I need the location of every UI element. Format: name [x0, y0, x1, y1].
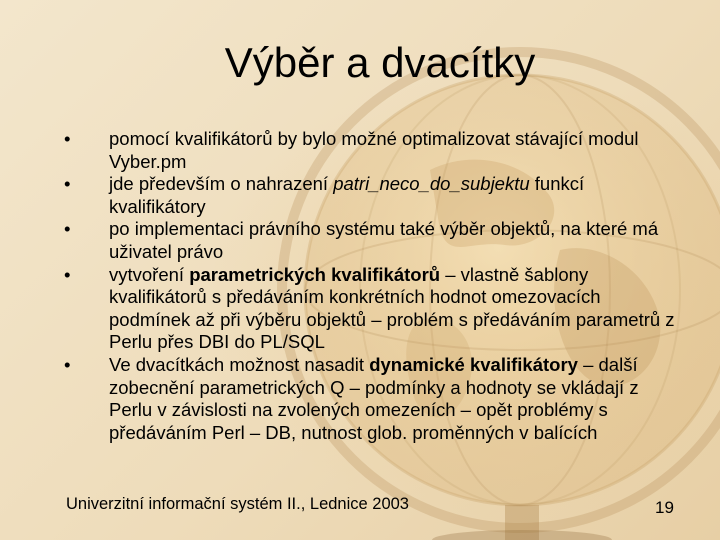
bullet-icon: •	[64, 353, 71, 375]
text-run: – další zobecnění parametrických Q – podmínky a hodnoty se vkládají z Perlu v závislosti na zvolených omezeních – opět problémy s předáváním Perl – DB, nutnost glob. proměnných v balících	[109, 353, 639, 443]
bullet-text: po implementaci právního systému také výběr objektů, na které má uživatel právo	[109, 218, 659, 262]
text-run: Ve dvacítkách možnost nasadit	[109, 353, 370, 375]
bullet-item	[64, 173, 684, 218]
bullet-icon: •	[64, 218, 71, 240]
text-run: jde především o nahrazení	[109, 173, 334, 195]
bullet-text	[109, 173, 584, 217]
bold-text-run: dynamické kvalifikátory	[369, 353, 578, 375]
footer-text: Univerzitní informační systém II., Lednice 2003	[66, 495, 409, 513]
bullet-text	[109, 264, 675, 353]
bullet-icon: •	[64, 263, 71, 285]
bullet-list	[64, 128, 684, 444]
text-run: funkcí kvalifikátory	[109, 173, 585, 217]
text-run: vytvoření	[109, 263, 190, 285]
bullet-icon: •	[64, 128, 71, 149]
bullet-item	[64, 128, 684, 173]
slide-title: Výběr a dvacítky	[224, 39, 536, 86]
page-number: 19	[655, 498, 674, 517]
bullet-item	[64, 264, 684, 354]
bullet-item	[64, 354, 684, 444]
italic-text-run: patri_neco_do_subjektu	[333, 173, 530, 195]
bullet-text: pomocí kvalifikátorů by bylo možné optimalizovat stávající modul Vyber.pm	[109, 128, 639, 172]
bullet-item	[64, 218, 684, 263]
bullet-icon: •	[64, 173, 71, 195]
bullet-text	[109, 354, 639, 443]
text-run: – vlastně šablony kvalifikátorů s předáváním konkrétních hodnot omezovacích podmínek až při výběru objektů – problém s předáváním parametrů z Perlu přes DBI do PL/SQL	[109, 263, 675, 353]
bold-text-run: parametrických kvalifikátorů	[189, 263, 441, 285]
